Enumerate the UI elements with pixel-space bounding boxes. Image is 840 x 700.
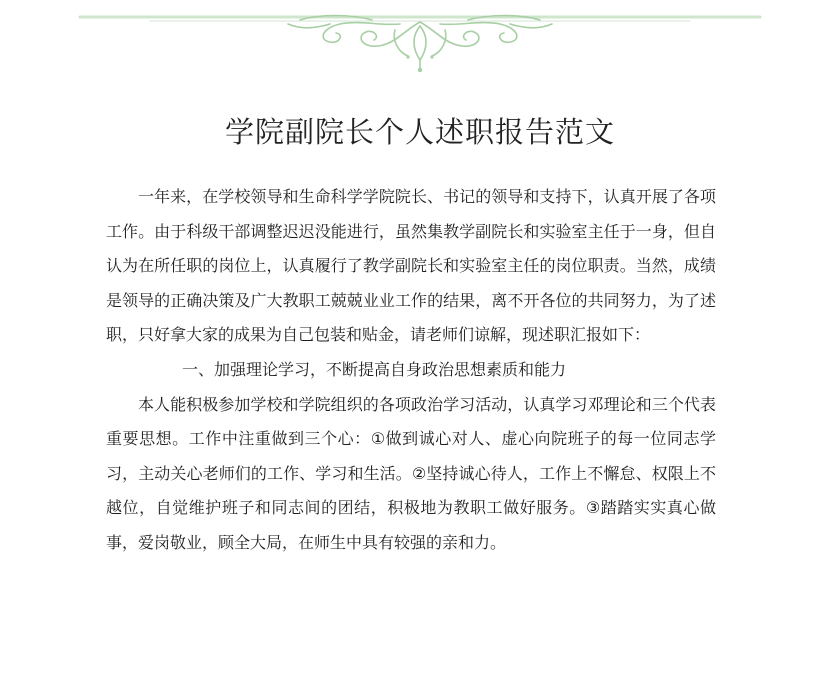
- document-body: [106, 180, 716, 561]
- section-paragraph: 本人能积极参加学校和学院组织的各项政治学习活动，认真学习邓理论和三个代表重要思想。工作中注重做到三个心：①做到诚心对人、虚心向院班子的每一位同志学习，主动关心老师们的工作、学习和生活。②坚持诚心待人，工作上不懈怠、权限上不越位，自觉维护班子和同志间的团结，积极地为教职工做好服务。③踏踏实实真心做事，爱岗敬业，顾全大局，在师生中具有较强的亲和力。: [106, 394, 716, 552]
- decorative-header-ornament: [0, 0, 840, 74]
- section-heading: 一、加强理论学习，不断提高自身政治思想素质和能力: [182, 359, 567, 379]
- intro-paragraph: 一年来，在学校领导和生命科学学院院长、书记的领导和支持下，认真开展了各项工作。由于科级干部调整迟迟没能进行，虽然集教学副院长和实验室主任于一身，但自认为在所任职的岗位上，认真履行了教学副院长和实验室主任的岗位职责。当然，成绩是领导的正确决策及广大教职工兢兢业业工作的结果，离不开各位的共同努力，为了述职，只好拿大家的成果为自己包装和贴金，请老师们谅解，现述职汇报如下：: [106, 187, 716, 345]
- page-title: 学院副院长个人述职报告范文: [224, 115, 615, 149]
